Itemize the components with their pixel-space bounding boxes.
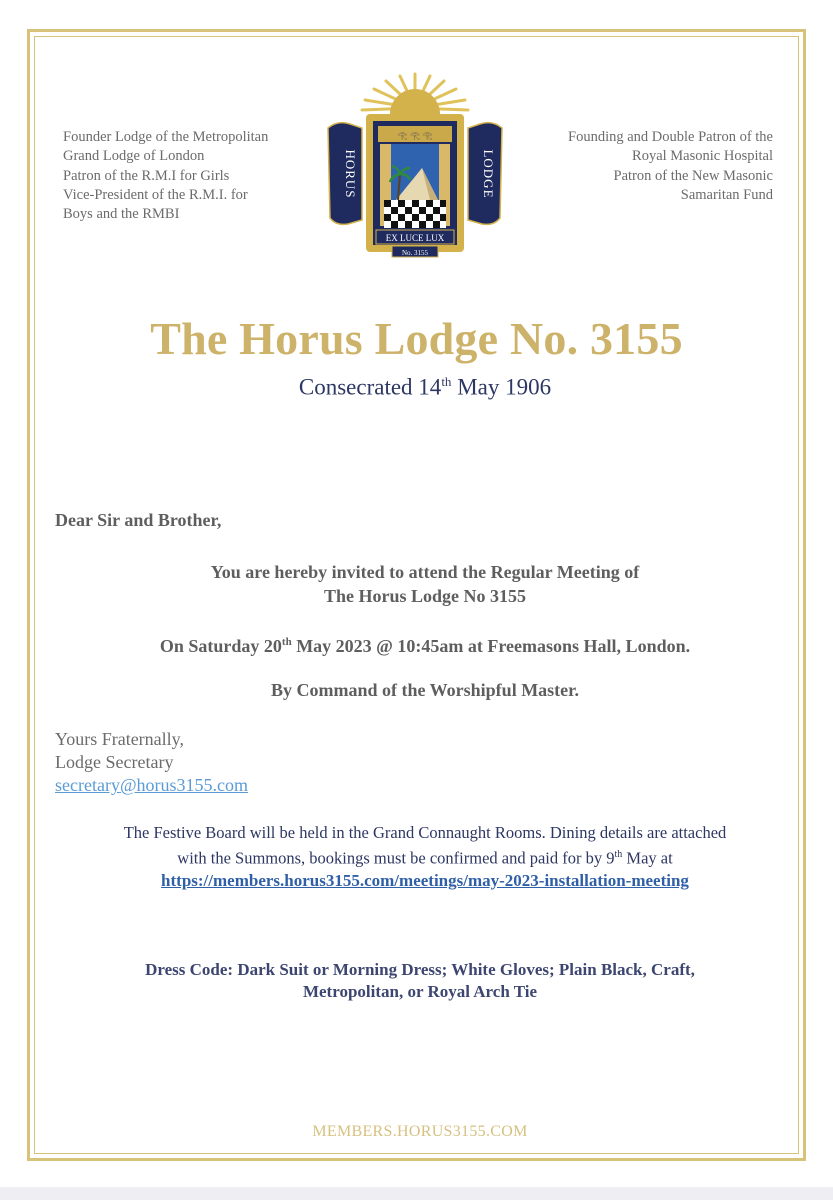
- consecration-date: Consecrated 14th May 1906: [298, 374, 552, 400]
- left-scroll-banner: [328, 123, 362, 225]
- crest-number: No. 3155: [401, 249, 429, 257]
- header-right-patronages: [513, 128, 773, 205]
- svg-text:𓂀 𓂀 𓂀: 𓂀 𓂀 𓂀: [397, 131, 433, 140]
- signatory-text: Lodge Secretary: [55, 752, 174, 772]
- booking-link[interactable]: https://members.horus3155.com/meetings/may-2023-installation-meeting: [161, 870, 689, 890]
- command-line: By Command of the Worshipful Master.: [270, 680, 580, 700]
- letter-signoff: [55, 728, 248, 797]
- crest-left-banner: HORUS: [343, 149, 358, 199]
- header-left-line: Patron of the R.M.I for Girls: [63, 167, 230, 184]
- bottom-strip: [0, 1187, 833, 1200]
- checkered-floor-icon: [384, 200, 446, 228]
- header-right-line: Royal Masonic Hospital: [632, 148, 773, 165]
- page-title: The Horus Lodge No. 3155: [150, 313, 683, 364]
- header-left-line: Boys and the RMBI: [63, 206, 180, 223]
- lodge-crest-logo: [326, 70, 504, 270]
- header-right-line: Samaritan Fund: [680, 186, 773, 203]
- header-right-line: Patron of the New Masonic: [613, 167, 773, 184]
- secretary-email-link[interactable]: secretary@horus3155.com: [55, 775, 249, 795]
- dress-code: Dress Code: Dark Suit or Morning Dress; White Gloves; Plain Black, Craft, Metropolitan, or Royal Arch Tie: [145, 960, 695, 1001]
- header-left-line: Vice-President of the R.M.I. for: [63, 186, 248, 203]
- footer-website: MEMBERS.HORUS3155.COM: [312, 1123, 528, 1140]
- header-left-line: Grand Lodge of London: [63, 148, 205, 165]
- header-right-line: Founding and Double Patron of the: [568, 129, 773, 145]
- crest-right-banner: LODGE: [481, 149, 496, 199]
- festive-board-notice: The Festive Board will be held in the Grand Connaught Rooms. Dining details are attached with the Summons, bookings must be confirmed and paid for by 9th May at https://members.horus3155.com/meetings/may-2023-installation-meeting: [123, 823, 727, 890]
- crest-motto: EX LUCE LUX: [385, 233, 445, 243]
- meeting-invitation: You are hereby invited to attend the Regular Meeting of The Horus Lodge No 3155: [210, 562, 640, 606]
- header-left-line: Founder Lodge of the Metropolitan: [63, 129, 269, 145]
- right-scroll-banner: [468, 123, 502, 225]
- header-left-patronages: [63, 128, 323, 224]
- meeting-date-venue: On Saturday 20th May 2023 @ 10:45am at Freemasons Hall, London.: [159, 636, 691, 656]
- letter-greeting: Dear Sir and Brother,: [55, 510, 222, 530]
- closing-text: Yours Fraternally,: [55, 729, 184, 749]
